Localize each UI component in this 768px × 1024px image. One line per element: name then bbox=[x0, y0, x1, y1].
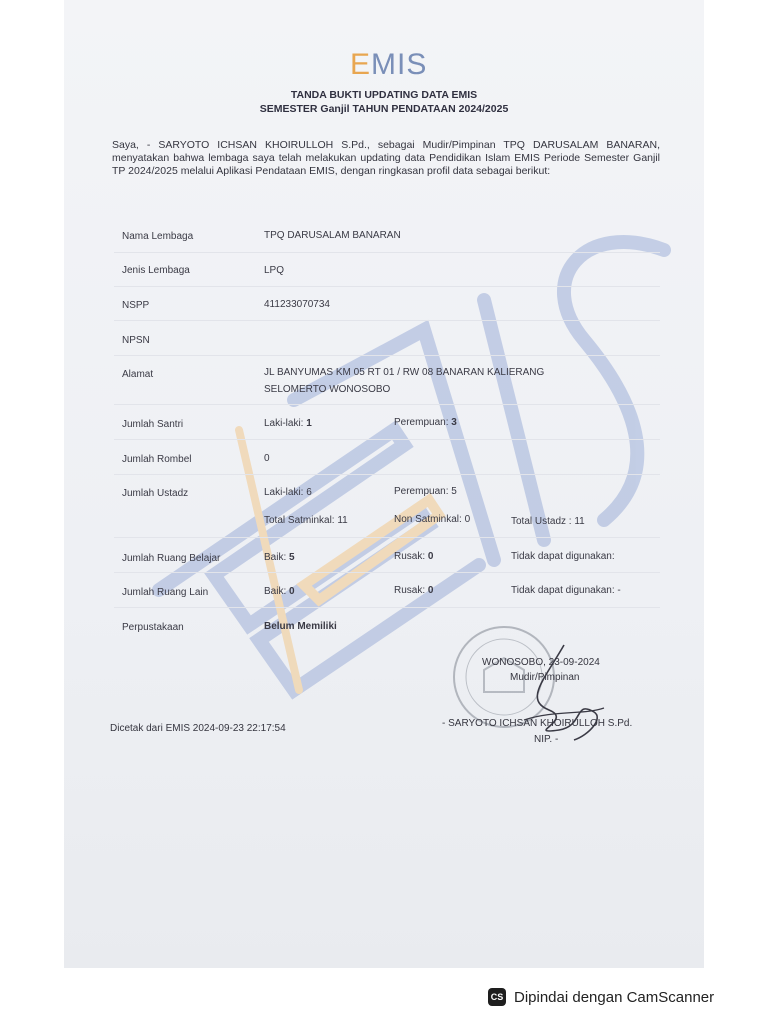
value-ruang-belajar-tidak: Tidak dapat digunakan: bbox=[511, 551, 615, 562]
signature-nip: NIP. - bbox=[534, 734, 559, 745]
label-jumlah-santri: Jumlah Santri bbox=[122, 419, 184, 430]
label-npsn: NPSN bbox=[122, 335, 150, 346]
signature-name: - SARYOTO ICHSAN KHOIRULLOH S.Pd. bbox=[442, 718, 633, 729]
value-jenis-lembaga: LPQ bbox=[264, 265, 285, 276]
label-jumlah-ustadz: Jumlah Ustadz bbox=[122, 488, 189, 499]
value-ruang-lain-tidak: Tidak dapat digunakan: - bbox=[511, 585, 621, 596]
value-ustadz-non-satminkal: Non Satminkal: 0 bbox=[394, 514, 471, 525]
value-ruang-lain-baik: Baik: 0 bbox=[264, 586, 295, 597]
label-alamat: Alamat bbox=[122, 369, 154, 380]
label-nspp: NSPP bbox=[122, 300, 150, 311]
label-jenis-lembaga: Jenis Lembaga bbox=[122, 265, 190, 276]
label-ruang-lain: Jumlah Ruang Lain bbox=[122, 587, 209, 598]
value-nama-lembaga: TPQ DARUSALAM BANARAN bbox=[264, 230, 401, 241]
value-perpustakaan: Belum Memiliki bbox=[264, 621, 337, 632]
document-subtitle: SEMESTER Ganjil TAHUN PENDATAAN 2024/2025 bbox=[259, 103, 509, 115]
intro-paragraph: Saya, - SARYOTO ICHSAN KHOIRULLOH S.Pd., sebagai Mudir/Pimpinan TPQ DARUSALAM BANARAN, menyatakan bahwa lembaga saya telah melakukan updating data Pendidikan Islam EMIS Periode Semester Ganjil TP 2024/2025 melalui Aplikasi Pendataan EMIS, dengan ringkasan profil data sebagai berikut: bbox=[112, 139, 660, 177]
value-ustadz-laki: Laki-laki: 6 bbox=[264, 487, 312, 498]
emis-logo: EMIS bbox=[350, 48, 428, 81]
value-ustadz-satminkal: Total Satminkal: 11 bbox=[264, 515, 348, 526]
value-ustadz-total: Total Ustadz : 11 bbox=[511, 516, 585, 527]
printed-timestamp: Dicetak dari EMIS 2024-09-23 22:17:54 bbox=[110, 723, 286, 734]
value-ustadz-perempuan: Perempuan: 5 bbox=[394, 486, 457, 497]
label-jumlah-rombel: Jumlah Rombel bbox=[122, 454, 192, 465]
camscanner-badge bbox=[474, 981, 756, 1013]
camscanner-icon: CS bbox=[488, 988, 506, 1006]
signature-place-date: WONOSOBO, 23-09-2024 bbox=[482, 657, 600, 668]
value-jumlah-rombel: 0 bbox=[264, 453, 270, 464]
value-ruang-belajar-rusak: Rusak: 0 bbox=[394, 551, 434, 562]
document-title: TANDA BUKTI UPDATING DATA EMIS bbox=[290, 89, 478, 101]
value-alamat-line2: SELOMERTO WONOSOBO bbox=[264, 384, 391, 395]
label-ruang-belajar: Jumlah Ruang Belajar bbox=[122, 553, 221, 564]
label-nama-lembaga: Nama Lembaga bbox=[122, 231, 194, 242]
label-perpustakaan: Perpustakaan bbox=[122, 622, 184, 633]
value-ruang-belajar-baik: Baik: 5 bbox=[264, 552, 295, 563]
signature-role: Mudir/Pimpinan bbox=[510, 672, 580, 683]
camscanner-text: Dipindai dengan CamScanner bbox=[514, 988, 715, 1006]
value-alamat-line1: JL BANYUMAS KM 05 RT 01 / RW 08 BANARAN KALIERANG bbox=[264, 367, 545, 378]
value-santri-perempuan: Perempuan: 3 bbox=[394, 417, 457, 428]
value-ruang-lain-rusak: Rusak: 0 bbox=[394, 585, 434, 596]
value-santri-laki: Laki-laki: 1 bbox=[264, 418, 312, 429]
value-nspp: 411233070734 bbox=[264, 299, 330, 310]
document-page bbox=[64, 0, 704, 968]
